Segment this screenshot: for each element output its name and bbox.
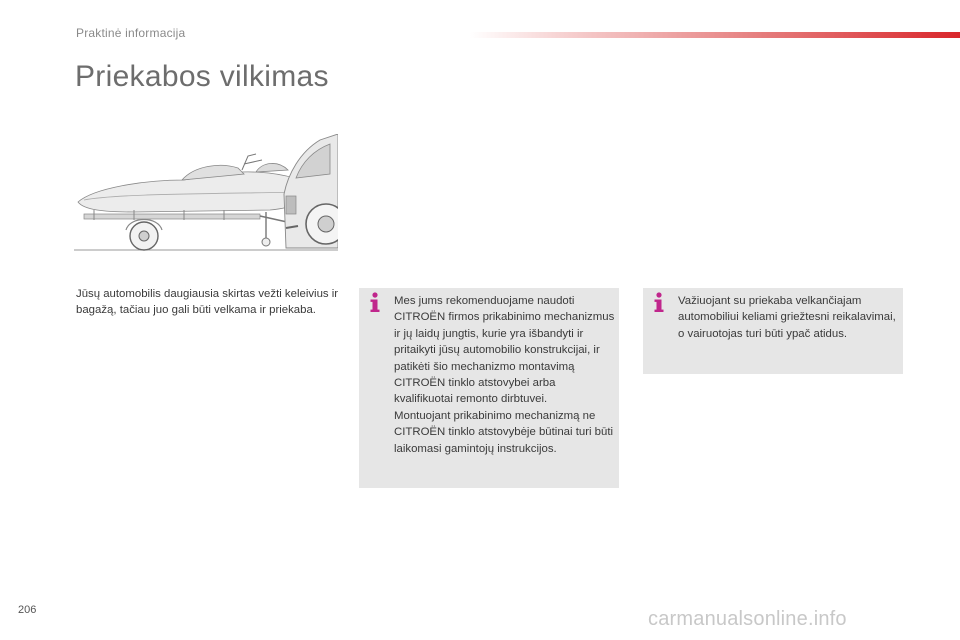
info-paragraph: Montuojant prikabinimo mechanizmą ne CITROËN tinklo atstovybėje būtinai turi būti laikomasi gamintojų instrukcijos. [394,409,614,455]
info-box-recommendation [359,288,619,488]
page-number: 206 [18,604,37,616]
info-box-text [394,293,616,457]
jet-ski-windshield [256,163,288,172]
info-paragraph: Važiuojant su priekaba velkančiajam automobiliui keliami griežtesni reikalavimai, o vairuotojas turi būti ypač atidus. [678,295,896,340]
info-paragraph: Mes jums rekomenduojame naudoti CITROËN firmos prikabinimo mechanizmus ir jų laidų jungtis, kurie yra išbandyti ir pritaikyti jūsų automobilio konstrukcijai, ir patikėti šio mechanizmo montavimą CITROËN tinklo atstovybei arba kvalifikuotai remonto dirbtuvei. [394,295,615,406]
intro-text: Jūsų automobilis daugiausia skirtas vežti keleivius ir bagažą, tačiau juo gali būti velkama ir priekaba. [76,288,339,316]
info-box-text [678,293,900,342]
jockey-wheel [262,238,270,246]
info-box-driving [643,288,903,374]
trailer-wheel-hub [139,231,149,241]
trailer-illustration [74,134,338,254]
car-taillight [286,196,296,214]
info-icon [368,291,382,313]
car-wheel-hub [318,216,334,232]
header-accent-bar [470,32,960,38]
trailer-frame [84,214,260,219]
watermark: carmanualsonline.info [648,608,847,630]
section-label: Praktinė informacija [76,26,186,40]
jet-ski-handlebar [242,154,262,170]
page-title: Priekabos vilkimas [75,60,329,93]
info-icon [652,291,666,313]
